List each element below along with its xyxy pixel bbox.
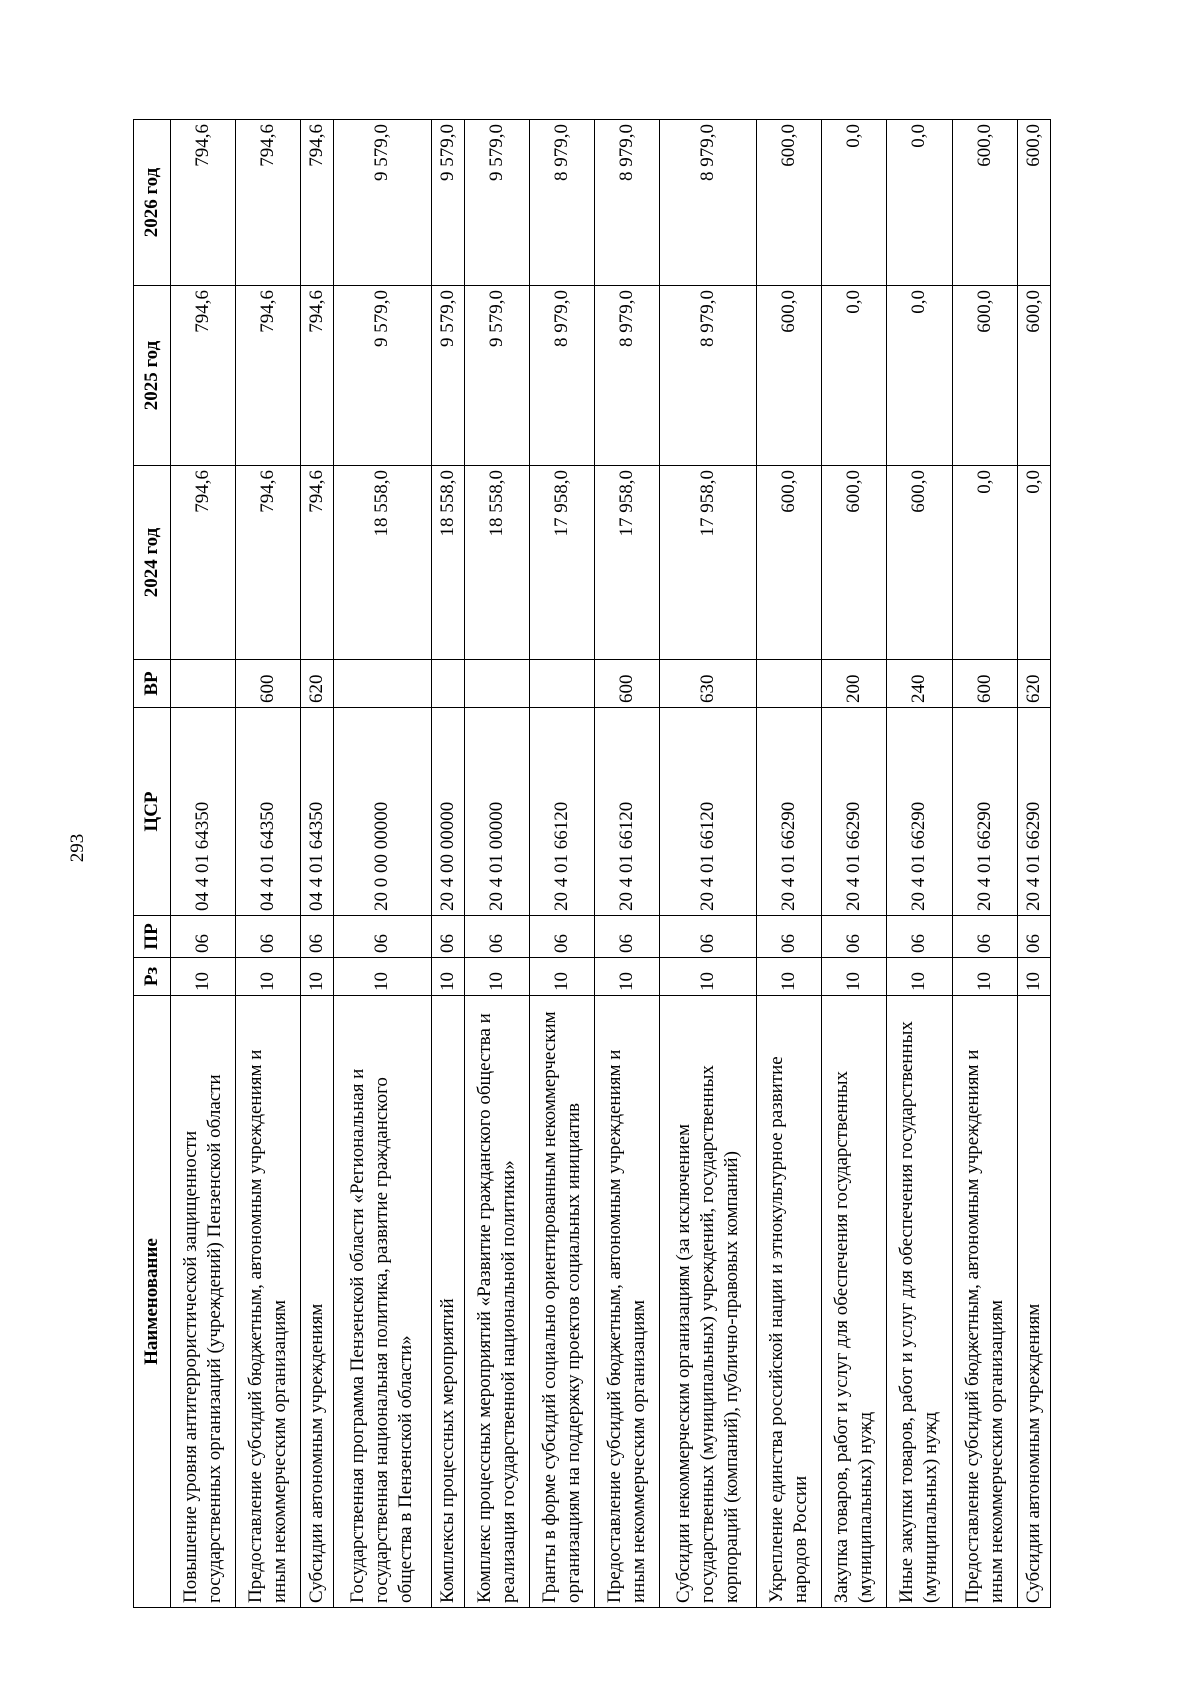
cell-2025: 8 979,0 xyxy=(529,286,594,466)
cell-vr xyxy=(171,660,236,708)
cell-vr: 630 xyxy=(660,660,757,708)
cell-2025: 0,0 xyxy=(822,286,887,466)
cell-rz: 10 xyxy=(952,958,1017,996)
cell-2026: 794,6 xyxy=(301,120,334,286)
cell-2024: 794,6 xyxy=(301,466,334,660)
cell-csr: 20 4 01 66290 xyxy=(887,708,952,916)
cell-pr: 06 xyxy=(660,916,757,958)
cell-rz: 10 xyxy=(822,958,887,996)
cell-2024: 600,0 xyxy=(822,466,887,660)
cell-2025: 8 979,0 xyxy=(594,286,659,466)
table-row xyxy=(529,120,594,1608)
header-2026: 2026 год xyxy=(134,120,171,286)
cell-2024: 17 958,0 xyxy=(594,466,659,660)
cell-2026: 8 979,0 xyxy=(660,120,757,286)
cell-vr: 620 xyxy=(301,660,334,708)
cell-name: Гранты в форме субсидий социально ориентированным некоммерческим организациям на поддержку проектов социальных инициатив xyxy=(529,996,594,1608)
cell-name: Государственная программа Пензенской области «Региональная и государственная национальная политика, развитие гражданского общества в Пензенской области» xyxy=(334,996,431,1608)
cell-pr: 06 xyxy=(301,916,334,958)
cell-2024: 600,0 xyxy=(757,466,822,660)
header-2025: 2025 год xyxy=(134,286,171,466)
cell-vr xyxy=(757,660,822,708)
cell-rz: 10 xyxy=(431,958,464,996)
cell-pr: 06 xyxy=(887,916,952,958)
cell-2025: 600,0 xyxy=(1017,286,1050,466)
cell-rz: 10 xyxy=(594,958,659,996)
cell-pr: 06 xyxy=(529,916,594,958)
cell-name: Повышение уровня антитеррористической защищенности государственных организаций (учреждений) Пензенской области xyxy=(171,996,236,1608)
cell-name: Субсидии автономным учреждениям xyxy=(1017,996,1050,1608)
cell-vr xyxy=(334,660,431,708)
table-row xyxy=(464,120,529,1608)
cell-2024: 18 558,0 xyxy=(334,466,431,660)
table-row xyxy=(171,120,236,1608)
header-csr: ЦСР xyxy=(134,708,171,916)
cell-name: Закупка товаров, работ и услуг для обеспечения государственных (муниципальных) нужд xyxy=(822,996,887,1608)
cell-csr: 04 4 01 64350 xyxy=(236,708,301,916)
cell-csr: 20 4 01 66290 xyxy=(1017,708,1050,916)
cell-csr: 04 4 01 64350 xyxy=(301,708,334,916)
cell-vr: 600 xyxy=(594,660,659,708)
cell-pr: 06 xyxy=(171,916,236,958)
cell-rz: 10 xyxy=(660,958,757,996)
cell-name: Иные закупки товаров, работ и услуг для обеспечения государственных (муниципальных) нужд xyxy=(887,996,952,1608)
cell-2024: 0,0 xyxy=(952,466,1017,660)
cell-rz: 10 xyxy=(757,958,822,996)
table-row xyxy=(822,120,887,1608)
cell-2026: 9 579,0 xyxy=(431,120,464,286)
cell-pr: 06 xyxy=(464,916,529,958)
cell-2026: 600,0 xyxy=(1017,120,1050,286)
cell-vr xyxy=(431,660,464,708)
table-row xyxy=(334,120,431,1608)
cell-csr: 04 4 01 64350 xyxy=(171,708,236,916)
cell-2026: 8 979,0 xyxy=(529,120,594,286)
cell-2025: 600,0 xyxy=(757,286,822,466)
cell-pr: 06 xyxy=(334,916,431,958)
cell-vr xyxy=(529,660,594,708)
cell-csr: 20 4 01 66120 xyxy=(529,708,594,916)
cell-csr: 20 4 00 00000 xyxy=(431,708,464,916)
cell-name: Комплекс процессных мероприятий «Развитие гражданского общества и реализация государственной национальной политики» xyxy=(464,996,529,1608)
cell-2024: 17 958,0 xyxy=(660,466,757,660)
cell-csr: 20 4 01 66120 xyxy=(660,708,757,916)
cell-csr: 20 4 01 66290 xyxy=(757,708,822,916)
cell-2024: 18 558,0 xyxy=(464,466,529,660)
cell-2024: 0,0 xyxy=(1017,466,1050,660)
cell-rz: 10 xyxy=(334,958,431,996)
page-number: 293 xyxy=(67,833,88,863)
cell-vr: 200 xyxy=(822,660,887,708)
cell-pr: 06 xyxy=(594,916,659,958)
header-vr: ВР xyxy=(134,660,171,708)
cell-rz: 10 xyxy=(301,958,334,996)
cell-vr: 600 xyxy=(952,660,1017,708)
cell-csr: 20 4 01 00000 xyxy=(464,708,529,916)
table-row xyxy=(431,120,464,1608)
cell-name: Субсидии некоммерческим организациям (за исключением государственных (муниципальных) учреждений, государственных корпораций (компаний), публично-правовых компаний) xyxy=(660,996,757,1608)
cell-2026: 0,0 xyxy=(822,120,887,286)
cell-2025: 600,0 xyxy=(952,286,1017,466)
cell-rz: 10 xyxy=(1017,958,1050,996)
header-pr: ПР xyxy=(134,916,171,958)
table-row xyxy=(301,120,334,1608)
cell-2024: 794,6 xyxy=(171,466,236,660)
cell-2026: 794,6 xyxy=(171,120,236,286)
cell-name: Предоставление субсидий бюджетным, автономным учреждениям и иным некоммерческим организациям xyxy=(952,996,1017,1608)
cell-name: Предоставление субсидий бюджетным, автономным учреждениям и иным некоммерческим организациям xyxy=(594,996,659,1608)
cell-2025: 8 979,0 xyxy=(660,286,757,466)
table-row xyxy=(952,120,1017,1608)
cell-pr: 06 xyxy=(236,916,301,958)
cell-rz: 10 xyxy=(529,958,594,996)
table-row xyxy=(236,120,301,1608)
cell-name: Предоставление субсидий бюджетным, автономным учреждениям и иным некоммерческим организациям xyxy=(236,996,301,1608)
cell-2024: 17 958,0 xyxy=(529,466,594,660)
header-2024: 2024 год xyxy=(134,466,171,660)
cell-pr: 06 xyxy=(1017,916,1050,958)
cell-rz: 10 xyxy=(236,958,301,996)
header-name: Наименование xyxy=(134,996,171,1608)
table-row xyxy=(757,120,822,1608)
table-row xyxy=(887,120,952,1608)
cell-2025: 9 579,0 xyxy=(464,286,529,466)
cell-2024: 794,6 xyxy=(236,466,301,660)
cell-name: Субсидии автономным учреждениям xyxy=(301,996,334,1608)
table-row xyxy=(660,120,757,1608)
cell-2025: 0,0 xyxy=(887,286,952,466)
table-row xyxy=(1017,120,1050,1608)
cell-2024: 600,0 xyxy=(887,466,952,660)
header-rz: Рз xyxy=(134,958,171,996)
cell-csr: 20 4 01 66290 xyxy=(952,708,1017,916)
header-row xyxy=(134,120,171,1608)
cell-2026: 600,0 xyxy=(952,120,1017,286)
cell-vr: 240 xyxy=(887,660,952,708)
cell-2026: 8 979,0 xyxy=(594,120,659,286)
cell-csr: 20 4 01 66120 xyxy=(594,708,659,916)
cell-2026: 9 579,0 xyxy=(334,120,431,286)
cell-vr xyxy=(464,660,529,708)
cell-2025: 9 579,0 xyxy=(334,286,431,466)
cell-2026: 794,6 xyxy=(236,120,301,286)
cell-csr: 20 4 01 66290 xyxy=(822,708,887,916)
cell-rz: 10 xyxy=(464,958,529,996)
budget-table xyxy=(133,119,1051,1608)
cell-rz: 10 xyxy=(887,958,952,996)
cell-2025: 794,6 xyxy=(236,286,301,466)
cell-vr: 620 xyxy=(1017,660,1050,708)
cell-2024: 18 558,0 xyxy=(431,466,464,660)
cell-csr: 20 0 00 00000 xyxy=(334,708,431,916)
table-row xyxy=(594,120,659,1608)
cell-2025: 9 579,0 xyxy=(431,286,464,466)
cell-2025: 794,6 xyxy=(301,286,334,466)
cell-pr: 06 xyxy=(757,916,822,958)
cell-pr: 06 xyxy=(952,916,1017,958)
cell-pr: 06 xyxy=(431,916,464,958)
cell-2025: 794,6 xyxy=(171,286,236,466)
cell-vr: 600 xyxy=(236,660,301,708)
cell-2026: 9 579,0 xyxy=(464,120,529,286)
cell-2026: 600,0 xyxy=(757,120,822,286)
cell-2026: 0,0 xyxy=(887,120,952,286)
cell-pr: 06 xyxy=(822,916,887,958)
rotated-page-content xyxy=(133,120,1051,1608)
cell-name: Комплексы процессных мероприятий xyxy=(431,996,464,1608)
cell-name: Укрепление единства российской нации и этнокультурное развитие народов России xyxy=(757,996,822,1608)
cell-rz: 10 xyxy=(171,958,236,996)
